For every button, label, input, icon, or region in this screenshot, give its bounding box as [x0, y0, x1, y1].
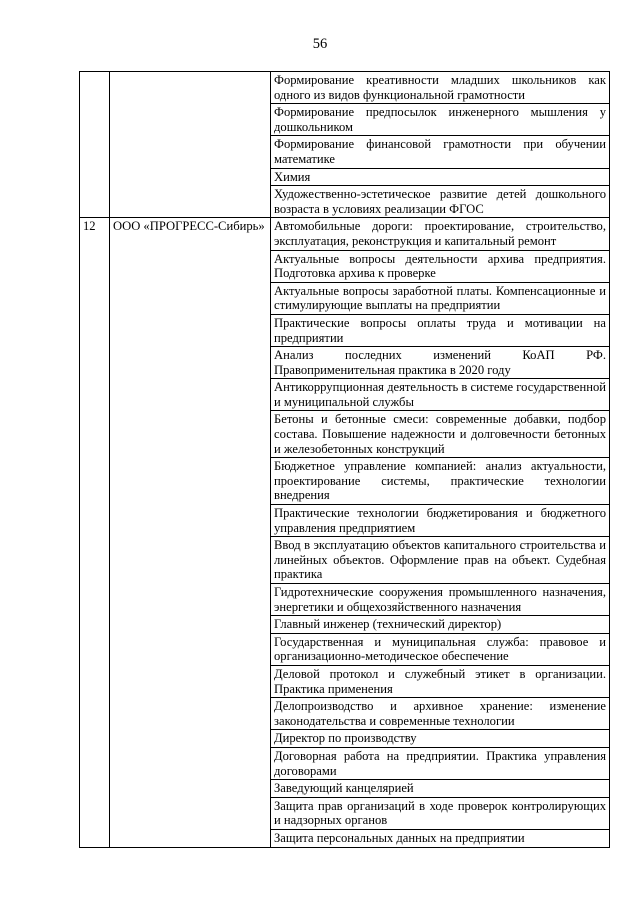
organization-cell-empty	[110, 72, 271, 218]
row-number: 12	[80, 218, 110, 847]
course-name-cell: Автомобильные дороги: проектирование, строительство, эксплуатация, реконструкция и капитальный ремонт	[271, 218, 610, 250]
course-name-cell: Формирование креативности младших школьников как одного из видов функциональной грамотности	[271, 72, 610, 104]
course-name-cell: Гидротехнические сооружения промышленного назначения, энергетики и общехозяйственного назначения	[271, 584, 610, 616]
course-name-cell: Формирование предпосылок инженерного мышления у дошкольником	[271, 104, 610, 136]
table-row	[80, 72, 610, 104]
organization-name: ООО «ПРОГРЕСС-Сибирь»	[110, 218, 271, 847]
course-name-cell: Актуальные вопросы деятельности архива предприятия. Подготовка архива к проверке	[271, 250, 610, 282]
course-name-cell: Практические технологии бюджетирования и бюджетного управления предприятием	[271, 505, 610, 537]
course-name-cell: Деловой протокол и служебный этикет в организации. Практика применения	[271, 665, 610, 697]
course-name-cell: Главный инженер (технический директор)	[271, 616, 610, 634]
course-name-cell: Ввод в эксплуатацию объектов капитального строительства и линейных объектов. Оформление прав на объект. Судебная практика	[271, 537, 610, 584]
courses-table-body	[80, 72, 610, 848]
course-name-cell: Практические вопросы оплаты труда и мотивации на предприятии	[271, 314, 610, 346]
course-name-cell: Химия	[271, 168, 610, 186]
course-name-cell: Формирование финансовой грамотности при обучении математике	[271, 136, 610, 168]
course-name-cell: Защита прав организаций в ходе проверок контролирующих и надзорных органов	[271, 797, 610, 829]
table-row	[80, 218, 610, 250]
course-name-cell: Государственная и муниципальная служба: правовое и организационно-методическое обеспечение	[271, 633, 610, 665]
course-name-cell: Бетоны и бетонные смеси: современные добавки, подбор состава. Повышение надежности и долговечности бетонных и железобетонных конструкций	[271, 411, 610, 458]
course-name-cell: Антикоррупционная деятельность в системе государственной и муниципальной службы	[271, 379, 610, 411]
course-name-cell: Договорная работа на предприятии. Практика управления договорами	[271, 747, 610, 779]
courses-table	[79, 71, 610, 848]
number-cell-empty	[80, 72, 110, 218]
course-name-cell: Анализ последних изменений КоАП РФ. Правоприменительная практика в 2020 году	[271, 347, 610, 379]
course-name-cell: Заведующий канцелярией	[271, 780, 610, 798]
course-name-cell: Бюджетное управление компанией: анализ актуальности, проектирование системы, практические технологии внедрения	[271, 458, 610, 505]
course-name-cell: Делопроизводство и архивное хранение: изменение законодательства и современные технологии	[271, 698, 610, 730]
page-number: 56	[312, 36, 328, 52]
course-name-cell: Защита персональных данных на предприятии	[271, 829, 610, 847]
course-name-cell: Директор по производству	[271, 730, 610, 748]
course-name-cell: Художественно-эстетическое развитие детей дошкольного возраста в условиях реализации ФГОС	[271, 186, 610, 218]
course-name-cell: Актуальные вопросы заработной платы. Компенсационные и стимулирующие выплаты на предприятии	[271, 282, 610, 314]
